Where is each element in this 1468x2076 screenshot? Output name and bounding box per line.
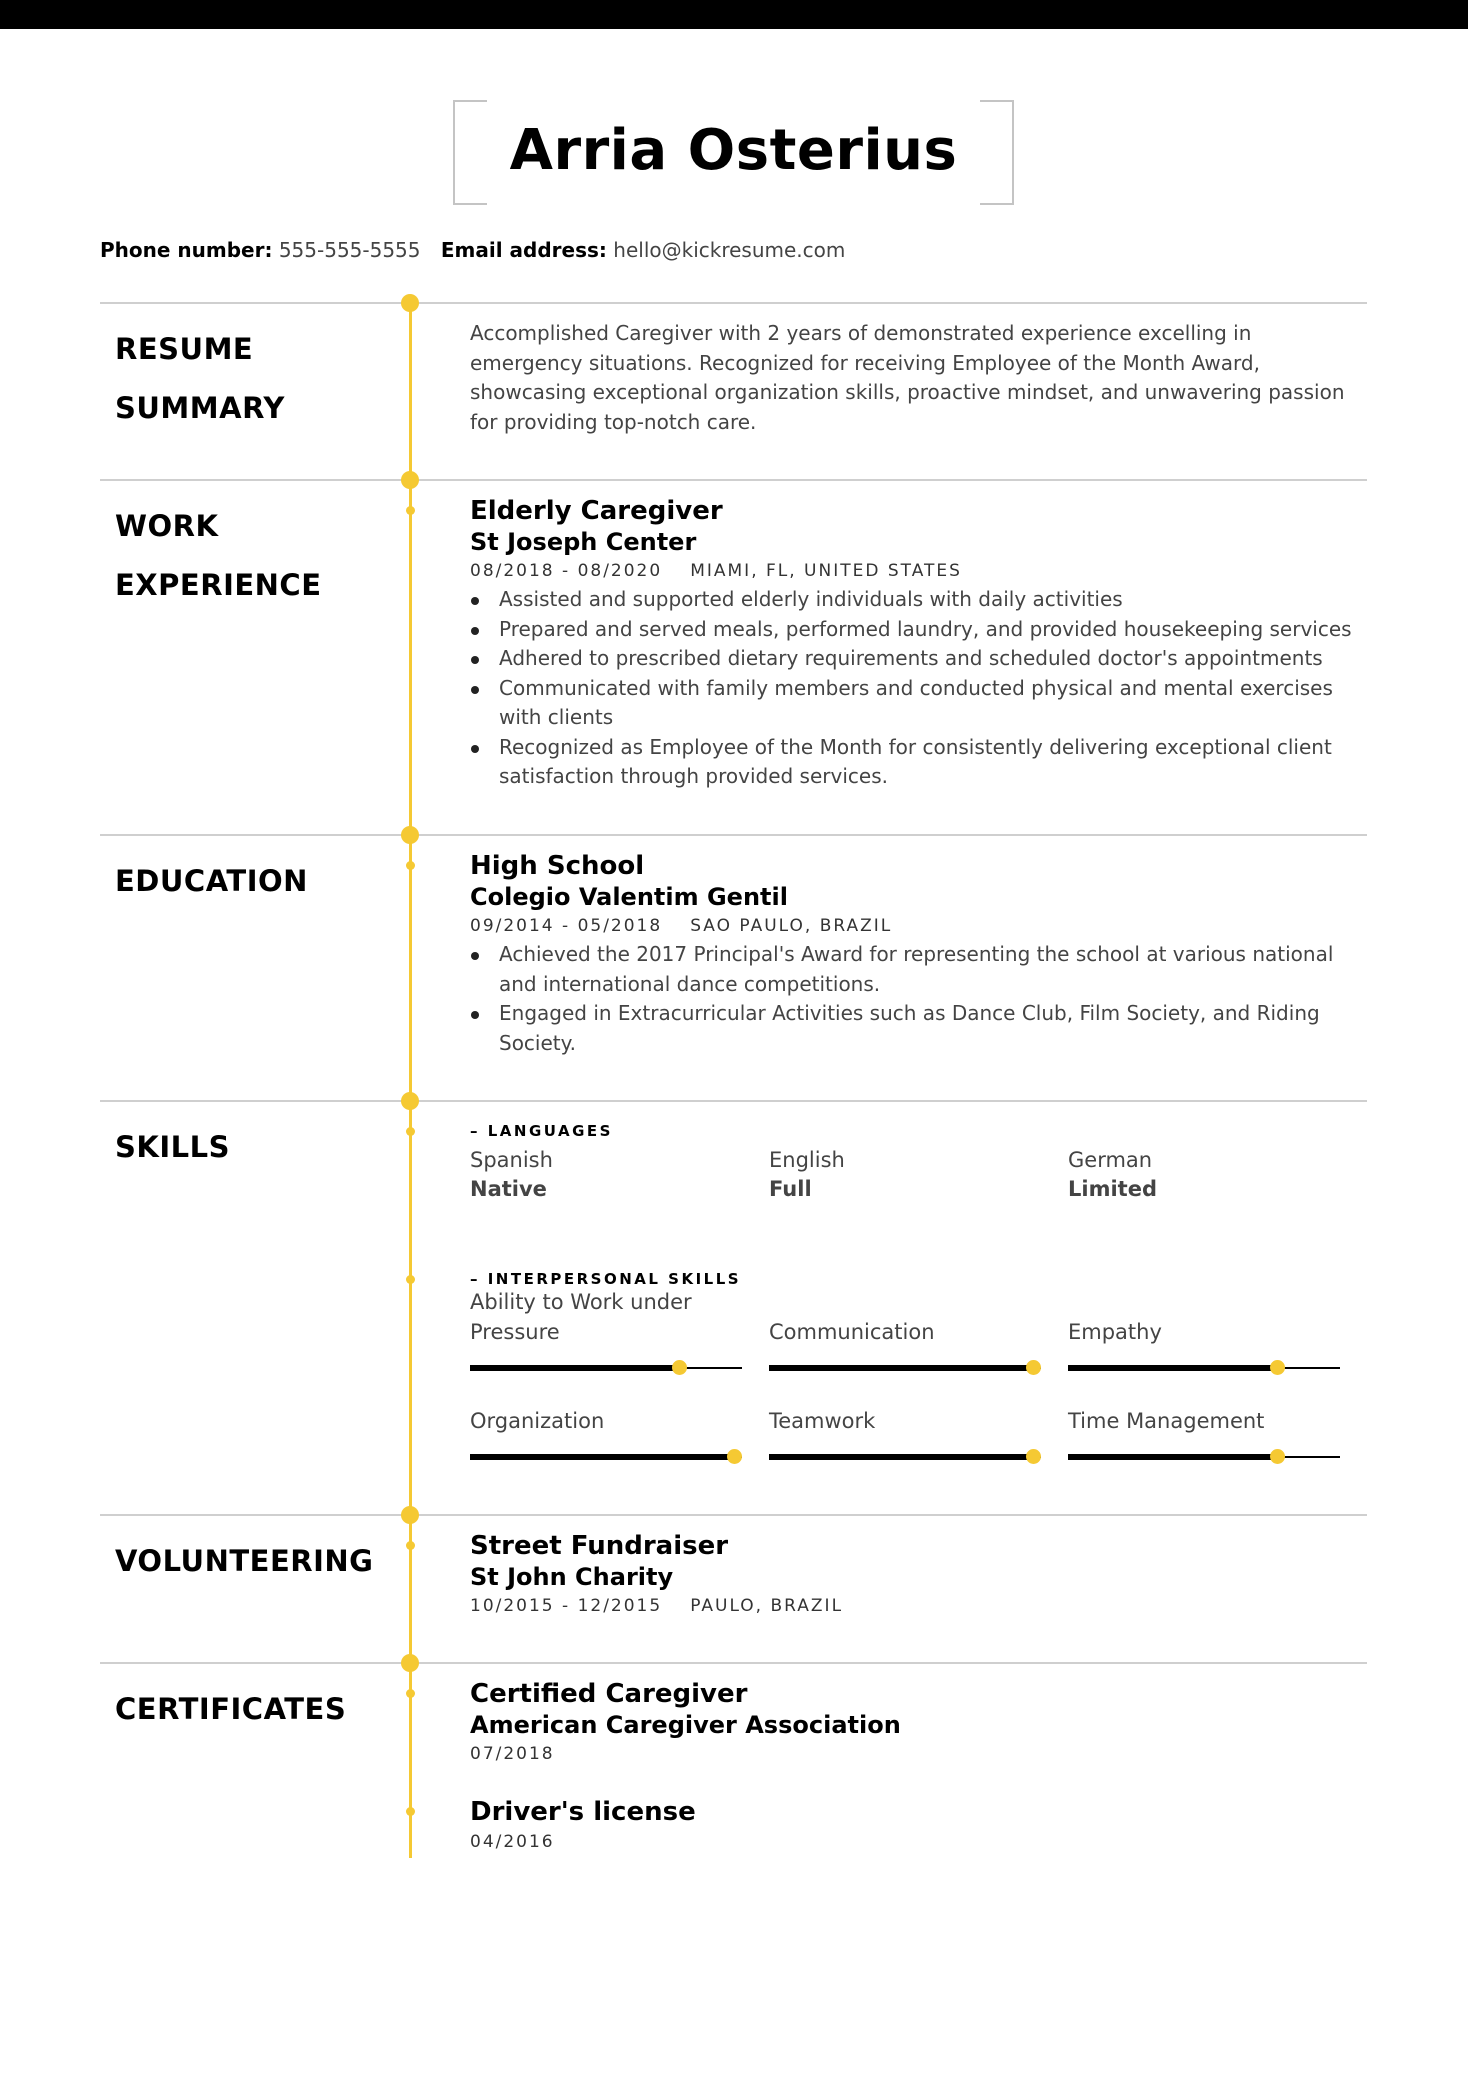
skill-name: Time Management (1068, 1409, 1265, 1433)
language-level: Full (769, 1177, 812, 1201)
language-level: Native (470, 1177, 547, 1201)
skill-fill (769, 1454, 1033, 1460)
school-name: Colegio Valentim Gentil (470, 883, 788, 911)
divider-summary (100, 302, 1367, 304)
education-dates: 09/2014 - 05/2018 (470, 916, 663, 936)
certificate-name: Certified Caregiver (470, 1679, 748, 1709)
education-bullets (470, 940, 1370, 1058)
language-name: Spanish (470, 1148, 553, 1172)
skill-knob (1270, 1449, 1285, 1464)
summary-line: showcasing exceptional organization skills, proactive mindset, and unwavering passion (470, 380, 1345, 404)
volunteer-role: Street Fundraiser (470, 1531, 729, 1561)
timeline-line (409, 303, 412, 1858)
job-title: Elderly Caregiver (470, 496, 723, 526)
language-level: Limited (1068, 1177, 1157, 1201)
summary-line: for providing top-notch care. (470, 409, 757, 434)
skill-item (470, 1368, 742, 1458)
timeline-dot-certificates (401, 1654, 419, 1672)
section-title-summary (115, 320, 285, 438)
certificate-item (470, 1797, 1370, 1856)
summary-line: Accomplished Caregiver with 2 years of demonstrated experience excelling in (470, 321, 1252, 345)
skill-item (769, 1279, 1041, 1369)
skill-name: Organization (470, 1409, 605, 1433)
phone-label: Phone number: (100, 238, 273, 262)
volunteer-location: PAULO, BRAZIL (690, 1596, 844, 1616)
degree: High School (470, 851, 645, 881)
top-bar (0, 0, 1468, 29)
certificate-item (470, 1679, 1370, 1768)
education-meta (470, 912, 1370, 940)
volunteer-org: St John Charity (470, 1563, 674, 1591)
list-item: Engaged in Extracurricular Activities such as Dance Club, Film Society, and Riding Society. (470, 999, 1370, 1058)
volunteer-meta (470, 1592, 1370, 1620)
skill-name: Ability to Work under Pressure (470, 1290, 692, 1344)
company-name: St Joseph Center (470, 528, 697, 556)
job-location: MIAMI, FL, UNITED STATES (690, 561, 962, 581)
education-entry (470, 851, 1370, 1058)
timeline-dot-skills (401, 1092, 419, 1110)
certificate-issuer: American Caregiver Association (470, 1711, 901, 1739)
divider-skills (100, 1100, 1367, 1102)
list-item: Communicated with family members and conducted physical and mental exercises with clients (470, 674, 1370, 733)
summary-title-line-2: SUMMARY (115, 391, 285, 425)
email-value: hello@kickresume.com (613, 238, 846, 262)
section-title-certificates: CERTIFICATES (115, 1692, 347, 1726)
timeline-dot-languages (406, 1127, 415, 1136)
list-item: Adhered to prescribed dietary requirements and scheduled doctor's appointments (470, 644, 1370, 674)
list-item: Assisted and supported elderly individuals with daily activities (470, 585, 1370, 615)
section-title-skills: SKILLS (115, 1130, 230, 1164)
job-dates: 08/2018 - 08/2020 (470, 561, 663, 581)
timeline-dot-interpersonal (406, 1275, 415, 1284)
skill-fill (470, 1454, 734, 1460)
languages-heading: – LANGUAGES (470, 1122, 613, 1140)
timeline-dot-job (406, 506, 415, 515)
skill-item (470, 1279, 742, 1369)
timeline-dot-cert-2 (406, 1807, 415, 1816)
skill-item (1068, 1368, 1340, 1458)
interpersonal-heading: – INTERPERSONAL SKILLS (470, 1270, 742, 1288)
phone-value: 555-555-5555 (278, 238, 421, 262)
list-item: Prepared and served meals, performed laundry, and provided housekeeping services (470, 615, 1370, 645)
volunteering-entry (470, 1531, 1370, 1620)
work-title-line-2: EXPERIENCE (115, 568, 322, 602)
list-item: Achieved the 2017 Principal's Award for representing the school at various national and international dance competitions. (470, 940, 1370, 999)
job-meta (470, 557, 1370, 585)
education-location: SAO PAULO, BRAZIL (690, 916, 893, 936)
language-item (769, 1146, 1049, 1204)
timeline-dot-education (401, 826, 419, 844)
certificate-date: 07/2018 (470, 1744, 555, 1764)
list-item: Recognized as Employee of the Month for consistently delivering exceptional client satisfaction through provided services. (470, 733, 1370, 792)
timeline-dot-volunteering (401, 1506, 419, 1524)
divider-education (100, 834, 1367, 836)
divider-volunteering (100, 1514, 1367, 1516)
skill-item (1068, 1279, 1340, 1369)
email-label: Email address: (440, 238, 607, 262)
timeline-dot-summary (401, 294, 419, 312)
language-name: English (769, 1148, 845, 1172)
timeline-dot-cert-1 (406, 1689, 415, 1698)
section-title-education: EDUCATION (115, 864, 308, 898)
language-item (470, 1146, 750, 1204)
skill-name: Communication (769, 1320, 935, 1344)
candidate-name: Arria Osterius (509, 118, 958, 183)
divider-work (100, 479, 1367, 481)
work-title-line-1: WORK (115, 509, 219, 543)
summary-title-line-1: RESUME (115, 332, 254, 366)
skill-name: Empathy (1068, 1320, 1162, 1344)
name-header (453, 100, 1014, 207)
skill-knob (1026, 1449, 1041, 1464)
summary-text (470, 319, 1370, 437)
job-bullets (470, 585, 1370, 792)
work-entry (470, 496, 1370, 792)
section-title-volunteering: VOLUNTEERING (115, 1544, 374, 1578)
summary-line: emergency situations. Recognized for receiving Employee of the Month Award, (470, 350, 1260, 375)
timeline-dot-fundraiser (406, 1541, 415, 1550)
timeline-dot-school (406, 861, 415, 870)
skill-name: Teamwork (769, 1409, 876, 1433)
volunteer-dates: 10/2015 - 12/2015 (470, 1596, 663, 1616)
contact-line (100, 238, 845, 262)
section-title-work (115, 497, 322, 615)
language-name: German (1068, 1148, 1153, 1172)
certificate-date: 04/2016 (470, 1832, 555, 1852)
skill-knob (727, 1449, 742, 1464)
language-item (1068, 1146, 1348, 1204)
timeline-dot-work (401, 471, 419, 489)
skill-item (769, 1368, 1041, 1458)
divider-certificates (100, 1662, 1367, 1664)
certificate-name: Driver's license (470, 1797, 696, 1827)
skill-fill (1068, 1454, 1277, 1460)
